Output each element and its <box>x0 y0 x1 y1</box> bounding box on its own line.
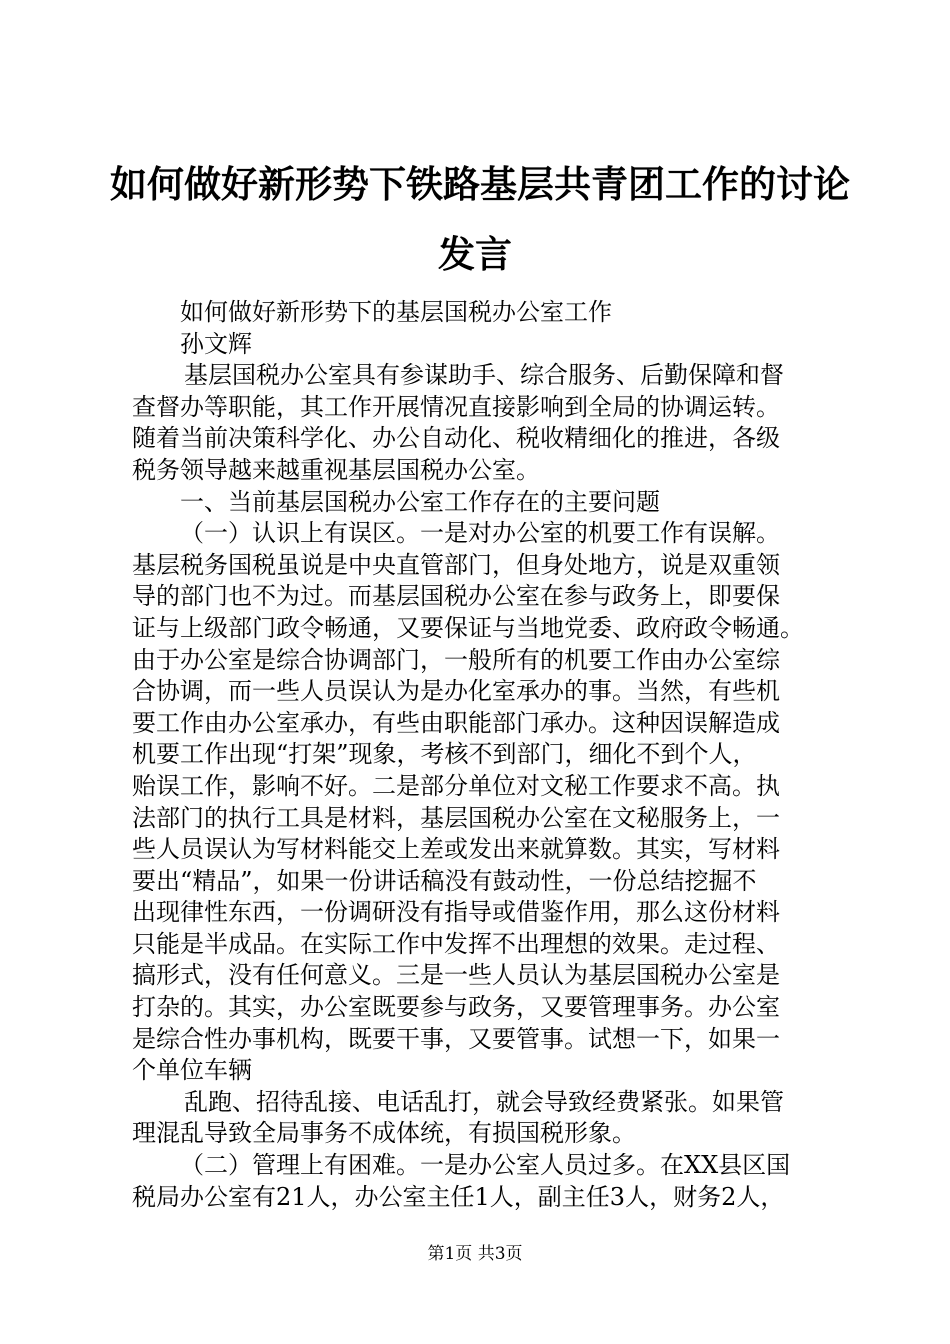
body-line: 税局办公室有21人，办公室主任1人，副主任3人，财务2人， <box>132 1182 785 1211</box>
body-line: 出现律性东西，一份调研没有指导或借鉴作用，那么这份材料 <box>132 898 780 927</box>
body-line: 查督办等职能，其工作开展情况直接影响到全局的协调运转。 <box>132 392 780 421</box>
body-line: 打杂的。其实，办公室既要参与政务，又要管理事务。办公室 <box>132 993 780 1022</box>
section-heading: 一、当前基层国税办公室工作存在的主要问题 <box>180 487 660 516</box>
body-line: 合协调，而一些人员误认为是办化室承办的事。当然，有些机 <box>132 677 780 706</box>
body-line: 要出“精品”，如果一份讲话稿没有鼓动性，一份总结挖掘不 <box>132 866 757 895</box>
body-line: 基层国税办公室具有参谋助手、综合服务、后勤保障和督 <box>184 361 784 390</box>
body-line: 由于办公室是综合协调部门，一般所有的机要工作由办公室综 <box>132 645 780 674</box>
body-line: 只能是半成品。在实际工作中发挥不出理想的效果。走过程、 <box>132 929 780 958</box>
body-line: 乱跑、招待乱接、电话乱打，就会导致经费紧张。如果管 <box>184 1087 784 1116</box>
body-line: （二）管理上有困难。一是办公室人员过多。在XX县区国 <box>180 1151 791 1180</box>
body-line: 是综合性办事机构，既要干事，又要管事。试想一下，如果一 <box>132 1024 780 1053</box>
body-line: 理混乱导致全局事务不成体统，有损国税形象。 <box>132 1119 636 1148</box>
body-line: 贻误工作，影响不好。二是部分单位对文秘工作要求不高。执 <box>132 771 780 800</box>
body-line: 些人员误认为写材料能交上差或发出来就算数。其实，写材料 <box>132 835 780 864</box>
author: 孙文辉 <box>180 329 252 358</box>
body-line: （一）认识上有误区。一是对办公室的机要工作有误解。 <box>180 519 780 548</box>
document-title-line-1: 如何做好新形势下铁路基层共青团工作的讨论 <box>110 162 850 206</box>
body-line: 税务领导越来越重视基层国税办公室。 <box>132 455 540 484</box>
body-line: 导的部门也不为过。而基层国税办公室在参与政务上，即要保 <box>132 582 780 611</box>
body-line: 随着当前决策科学化、办公自动化、税收精细化的推进，各级 <box>132 424 780 453</box>
document-title-line-2: 发言 <box>438 232 512 276</box>
subtitle: 如何做好新形势下的基层国税办公室工作 <box>180 298 612 326</box>
body-line: 要工作由办公室承办，有些由职能部门承办。这种因误解造成 <box>132 708 780 737</box>
body-line: 机要工作出现“打架”现象，考核不到部门，细化不到个人， <box>132 740 757 769</box>
page-footer: 第1页 共3页 <box>427 1244 523 1264</box>
document-body <box>132 297 832 1213</box>
body-line: 个单位车辆 <box>132 1056 252 1085</box>
body-line: 证与上级部门政令畅通，又要保证与当地党委、政府政令畅通。 <box>132 613 804 642</box>
body-line: 基层税务国税虽说是中央直管部门，但身处地方，说是双重领 <box>132 550 780 579</box>
body-line: 法部门的执行工具是材料，基层国税办公室在文秘服务上，一 <box>132 803 780 832</box>
body-line: 搞形式，没有任何意义。三是一些人员认为基层国税办公室是 <box>132 961 780 990</box>
